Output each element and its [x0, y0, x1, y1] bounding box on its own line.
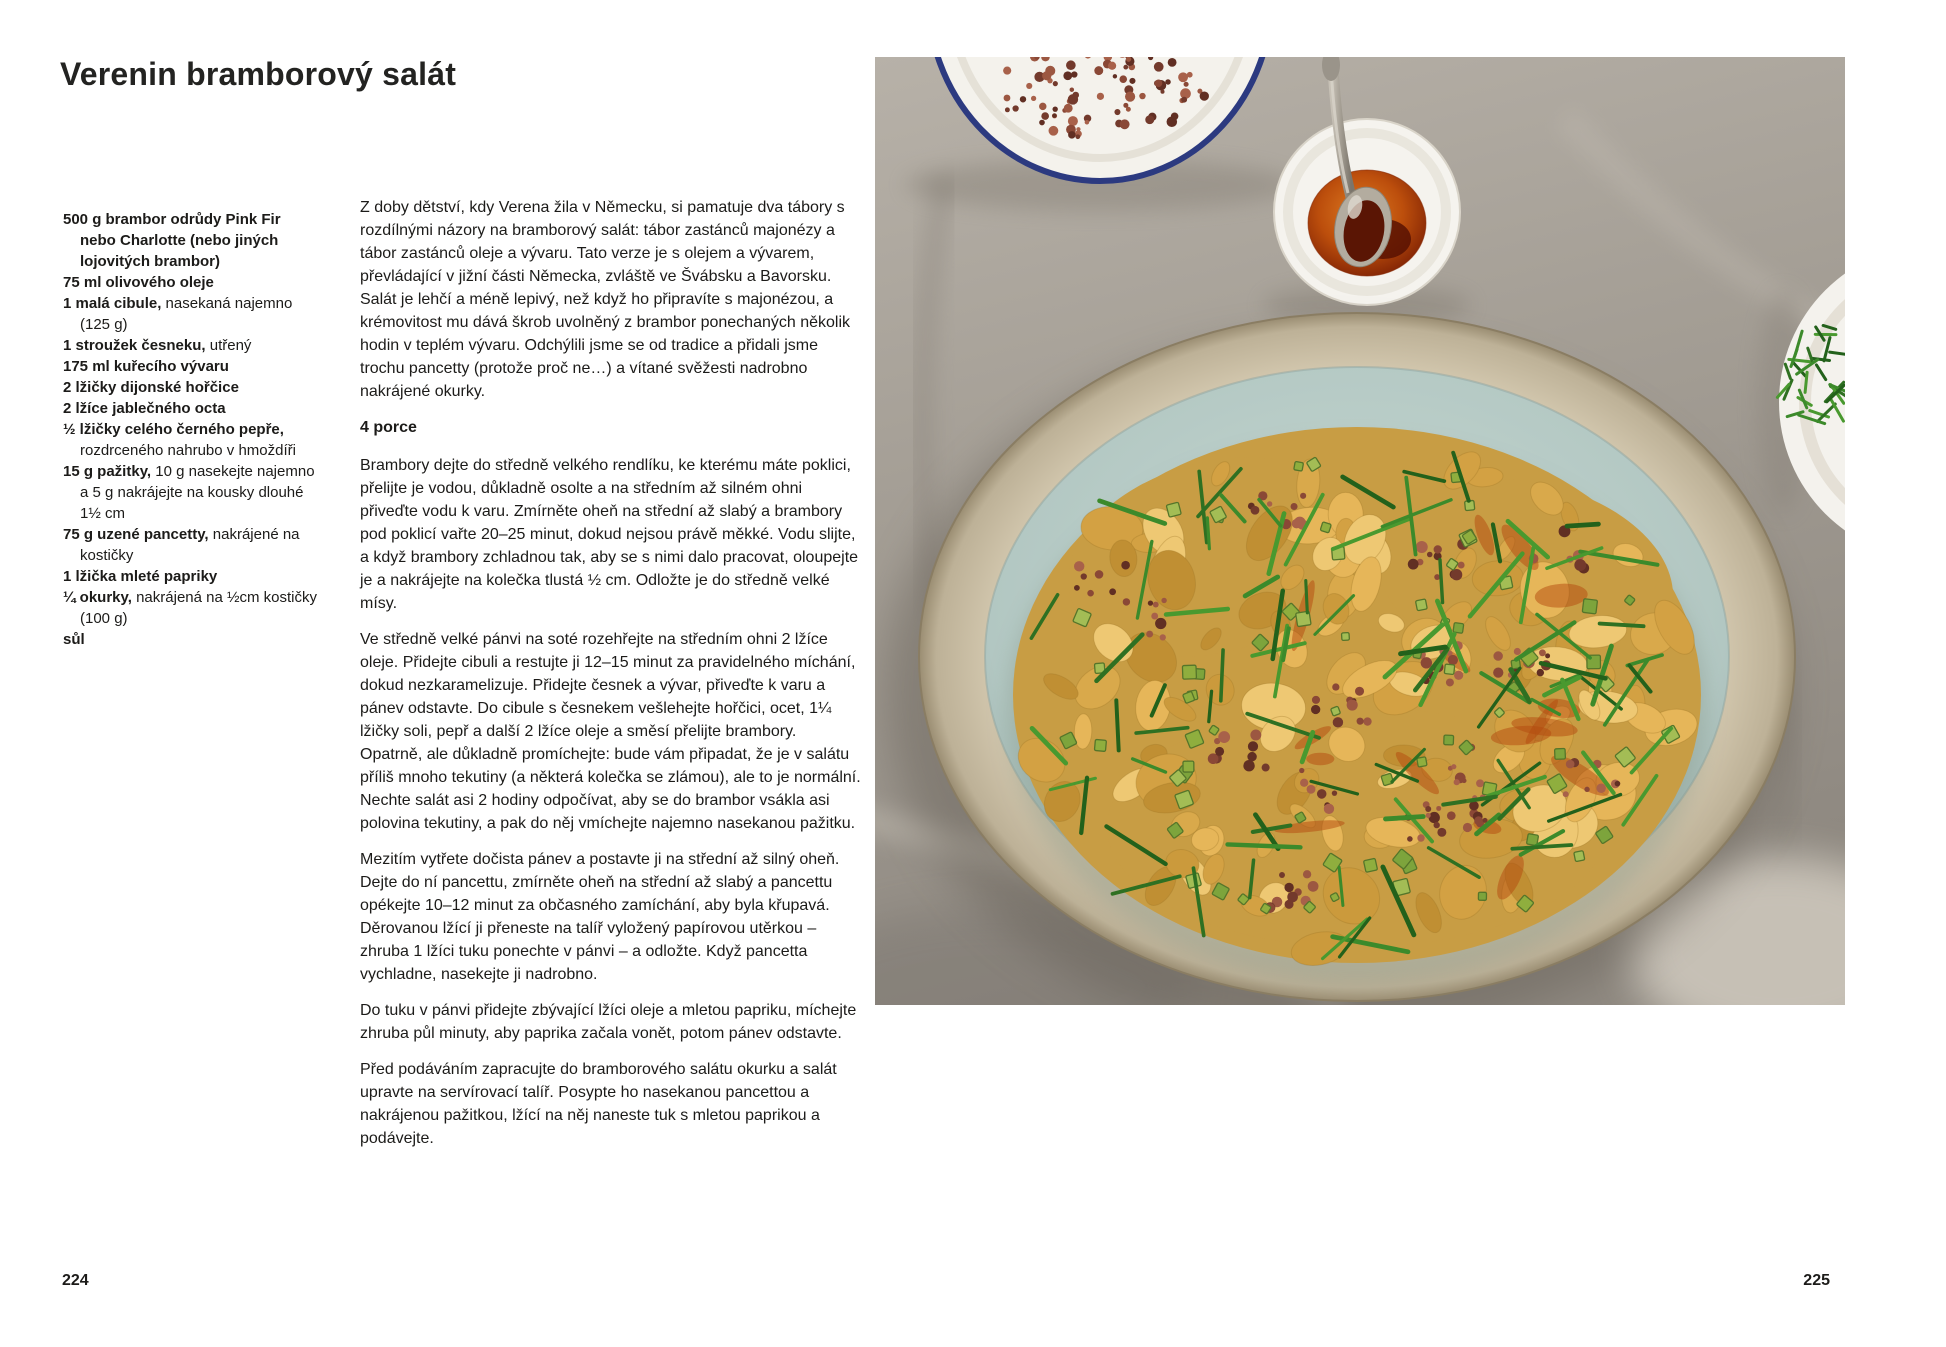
ingredient-lead: 15 g pažitky,: [63, 463, 152, 480]
ingredient-lead: 1 lžička mleté papriky: [63, 568, 218, 585]
ingredient-list: [63, 209, 317, 650]
page-title: Verenin bramborový salát: [60, 56, 457, 92]
ingredient-lead: 2 lžičky dijonské hořčice: [63, 379, 239, 396]
page-number-right: 225: [1803, 1272, 1830, 1289]
ingredient-detail: 10 g nasekejte najemno a 5 g nakrájejte na kousky dlouhé 1½ cm: [80, 463, 315, 522]
ingredient-item: [63, 629, 317, 650]
ingredient-lead: 175 ml kuřecího vývaru: [63, 358, 229, 375]
ingredient-item: [63, 524, 317, 566]
page-number-left: 224: [62, 1272, 89, 1289]
servings-heading: 4 porce: [360, 419, 417, 436]
recipe-step: Mezitím vytřete dočista pánev a postavte ji na střední až silný oheň. Dejte do ní pancettu, zmírněte oheň na střední až slabý a pancettu opékejte 10–12 minut za občasného zamíchání, aby byla křupavá. Děrovanou lžící ji přeneste na talíř vyložený papírovou utěrkou – zhruba 1 lžíci tuku ponechte v pánvi – a odložte. Když pancetta vychladne, nasekejte ji nadrobno.: [360, 851, 840, 983]
recipe-body: [360, 196, 862, 1163]
ingredient-item: [63, 356, 317, 377]
recipe-step: Brambory dejte do středně velkého rendlíku, ke kterému máte poklici, přelijte je vodou, důkladně osolte a na středním až silném ohni přiveďte vodu k varu. Zmírněte oheň na střední až slabý a brambory pod poklicí vařte 20–25 minut, dokud nejsou právě měkké. Vodu slijte, a když brambory zchladnou tak, aby se s nimi dalo pracovat, oloupejte je a nakrájejte na kolečka tlustá ½ cm. Odložte je do středně velké mísy.: [360, 457, 859, 612]
recipe-photo: [875, 57, 1845, 1005]
recipe-step: Ve středně velké pánvi na soté rozehřejte na středním ohni 2 lžíce oleje. Přidejte cibuli a restujte ji 12–15 minut za pravidelného míchání, dokud nezkaramelizuje. Přidejte česnek a vývar, přiveďte k varu a pánev odstavte. Do cibule s česnekem vešlehejte hořčici, ocet, 1¼ lžičky soli, pepř a další 2 lžíce oleje a směsí přelijte brambory. Opatrně, ale důkladně promíchejte: bude vám připadat, že je v salátu příliš mnoho tekutiny (a některá kolečka se zlámou), ale to je normální. Nechte salát asi 2 hodiny odpočívat, aby se do brambor vsákla asi polovina tekutiny, a pak do něj vmíchejte najemno nasekanou pažitku.: [360, 631, 861, 832]
recipe-intro: Z doby dětství, kdy Verena žila v Německu, si pamatuje dva tábory s rozdílnými názory na bramborový salát: tábor zastánců majonézy a tábor zastánců oleje a vývaru. Tato verze je s olejem a vývarem, převládající v jižní části Německa, zvláště ve Švábsku a Bavorsku. Salát je lehčí a méně lepivý, než když ho připravíte s majonézou, a krémovitost mu dává škrob uvolněný z brambor ponechaných několik hodin v teplém vývaru. Odchýlili jsme se od tradice a přidali jsme trochu pancetty (protože proč ne…) a vítané svěžesti nadrobno nakrájené okurky.: [360, 199, 851, 400]
ingredient-detail: utřený: [205, 337, 252, 354]
ingredient-item: [63, 419, 317, 461]
ingredient-lead: 75 g uzené pancetty,: [63, 526, 209, 543]
ingredient-detail: nakrájené na kostičky: [80, 526, 300, 564]
ingredient-item: [63, 335, 317, 356]
ingredient-item: [63, 293, 317, 335]
ingredient-lead: 2 lžíce jablečného octa: [63, 400, 226, 417]
ingredient-lead: 1 malá cibule,: [63, 295, 162, 312]
ingredient-lead: ¼ okurky,: [63, 589, 132, 606]
ingredient-lead: 1 stroužek česneku,: [63, 337, 206, 354]
ingredient-detail: nasekaná najemno (125 g): [80, 295, 293, 333]
ingredient-item: [63, 272, 317, 293]
potato-salad-photo-illustration: [875, 57, 1845, 1005]
ingredient-lead: ½ lžičky celého černého pepře,: [63, 421, 284, 438]
ingredient-item: [63, 398, 317, 419]
ingredient-lead: 500 g brambor odrůdy Pink Fir nebo Charlotte (nebo jiných lojovitých brambor): [63, 211, 281, 270]
ingredient-detail: rozdrceného nahrubo v hmoždíři: [80, 442, 296, 459]
recipe-step: Do tuku v pánvi přidejte zbývající lžíci oleje a mletou papriku, míchejte zhruba půl minuty, aby paprika začala vonět, potom pánev odstavte.: [360, 1002, 857, 1042]
ingredient-item: [63, 209, 317, 272]
ingredient-item: [63, 587, 317, 629]
ingredient-item: [63, 461, 317, 524]
ingredient-lead: 75 ml olivového oleje: [63, 274, 214, 291]
ingredient-lead: sůl: [63, 631, 85, 648]
ingredient-item: [63, 377, 317, 398]
ingredient-detail: nakrájená na ½cm kostičky (100 g): [80, 589, 318, 627]
ingredient-item: [63, 566, 317, 587]
recipe-step: Před podáváním zapracujte do bramborového salátu okurku a salát upravte na servírovací talíř. Posypte ho nasekanou pancettou a nakrájenou pažitkou, lžící na něj naneste tuk s mletou paprikou a podávejte.: [360, 1061, 837, 1147]
